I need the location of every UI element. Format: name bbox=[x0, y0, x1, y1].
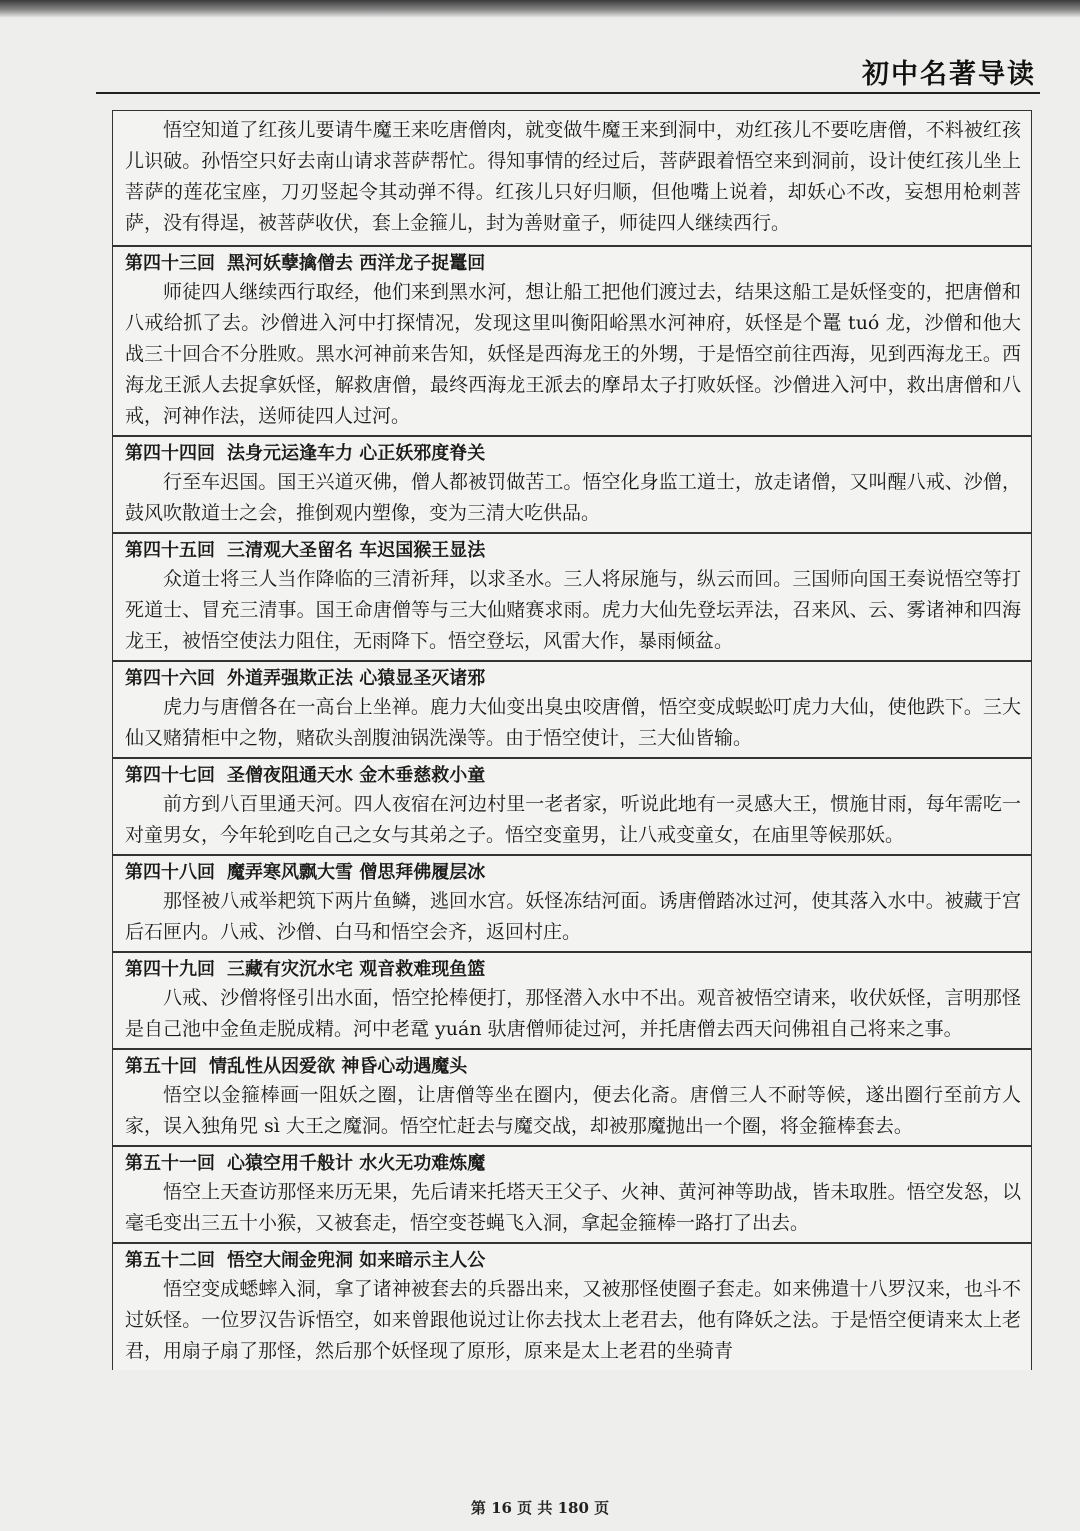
chapter-number: 第四十四回 bbox=[125, 443, 215, 464]
chapter-title: 悟空大闹金兜洞 如来暗示主人公 bbox=[227, 1250, 486, 1271]
chapter-summary: 众道士将三人当作降临的三清祈拜，以求圣水。三人将尿施与，纵云而回。三国师向国王奏说悟空等打死道士、冒充三清事。国王命唐僧等与三大仙赌赛求雨。虎力大仙先登坛弄法，召来风、云、雾诸神和四海龙王，被悟空使法力阻住，无雨降下。悟空登坛，风雷大作，暴雨倾盆。 bbox=[125, 568, 1021, 652]
chapter-section bbox=[113, 437, 1031, 534]
chapter-title: 魔弄寒风飘大雪 僧思拜佛履层冰 bbox=[227, 862, 486, 883]
chapter-section bbox=[113, 534, 1031, 662]
chapter-number: 第四十七回 bbox=[125, 765, 215, 786]
chapter-section bbox=[113, 1244, 1031, 1370]
chapter-number: 第四十六回 bbox=[125, 668, 215, 689]
header-title: 初中名著导读 bbox=[862, 59, 1036, 90]
chapter-number: 第四十九回 bbox=[125, 959, 215, 980]
chapter-summary: 前方到八百里通天河。四人夜宿在河边村里一老者家，听说此地有一灵感大王，惯施甘雨，每年需吃一对童男女，今年轮到吃自己之女与其弟之子。悟空变童男，让八戒变童女，在庙里等候那妖。 bbox=[125, 793, 1021, 846]
chapter-number: 第四十八回 bbox=[125, 862, 215, 883]
chapter-section bbox=[113, 1147, 1031, 1244]
chapter-title: 圣僧夜阻通天水 金木垂慈救小童 bbox=[227, 765, 486, 786]
intro-section bbox=[113, 111, 1031, 247]
chapter-summary: 悟空上天查访那怪来历无果，先后请来托塔天王父子、火神、黄河神等助战，皆未取胜。悟空发怒，以毫毛变出三五十小猴，又被套走，悟空变苍蝇飞入洞，拿起金箍棒一路打了出去。 bbox=[125, 1181, 1021, 1234]
chapter-heading bbox=[113, 1050, 1031, 1080]
chapter-title: 心猿空用千般计 水火无功难炼魔 bbox=[227, 1153, 486, 1174]
chapter-number: 第五十一回 bbox=[125, 1153, 215, 1174]
chapter-summary: 悟空变成蟋蟀入洞，拿了诸神被套去的兵器出来，又被那怪使圈子套走。如来佛遣十八罗汉来，也斗不过妖怪。一位罗汉告诉悟空，如来曾跟他说过让你去找太上老君去，他有降妖之法。于是悟空便请来太上老君，用扇子扇了那怪，然后那个妖怪现了原形，原来是太上老君的坐骑青 bbox=[125, 1278, 1021, 1362]
chapter-summary: 八戒、沙僧将怪引出水面，悟空抡棒便打，那怪潜入水中不出。观音被悟空请来，收伏妖怪，言明那怪是自己池中金鱼走脱成精。河中老鼋 yuán 驮唐僧师徒过河，并托唐僧去西天问佛祖自己将来之事。 bbox=[125, 987, 1021, 1040]
chapter-section bbox=[113, 856, 1031, 953]
intro-paragraph: 悟空知道了红孩儿要请牛魔王来吃唐僧肉，就变做牛魔王来到洞中，劝红孩儿不要吃唐僧，不料被红孩儿识破。孙悟空只好去南山请求菩萨帮忙。得知事情的经过后，菩萨跟着悟空来到洞前，设计使红孩儿坐上菩萨的莲花宝座，刀刃竖起令其动弹不得。红孩儿只好归顺，但他嘴上说着，却妖心不改，妄想用枪刺菩萨，没有得逞，被菩萨收伏，套上金箍儿，封为善财童子，师徒四人继续西行。 bbox=[125, 119, 1021, 234]
chapter-title: 黑河妖孽擒僧去 西洋龙子捉鼍回 bbox=[227, 253, 486, 274]
header-rule bbox=[96, 92, 1040, 94]
chapter-heading bbox=[113, 856, 1031, 886]
chapter-section bbox=[113, 1050, 1031, 1147]
chapter-summary: 虎力与唐僧各在一高台上坐禅。鹿力大仙变出臭虫咬唐僧，悟空变成蜈蚣叮虎力大仙，使他跌下。三大仙又赌猜柜中之物，赌砍头剖腹油锅洗澡等。由于悟空使计，三大仙皆输。 bbox=[125, 696, 1021, 749]
chapter-number: 第五十回 bbox=[125, 1056, 197, 1077]
chapter-heading bbox=[113, 247, 1031, 277]
page-top-shadow bbox=[0, 0, 1080, 18]
chapter-number: 第四十五回 bbox=[125, 540, 215, 561]
chapter-section bbox=[113, 759, 1031, 856]
chapter-title: 三藏有灾沉水宅 观音救难现鱼篮 bbox=[227, 959, 486, 980]
chapter-section bbox=[113, 247, 1031, 437]
chapter-summary: 行至车迟国。国王兴道灭佛，僧人都被罚做苦工。悟空化身监工道士，放走诸僧，又叫醒八戒、沙僧，鼓风吹散道士之会，推倒观内塑像，变为三清大吃供品。 bbox=[125, 471, 1021, 524]
chapter-title: 法身元运逢车力 心正妖邪度脊关 bbox=[227, 443, 486, 464]
chapter-section bbox=[113, 953, 1031, 1050]
page-number: 第 16 页 共 180 页 bbox=[470, 1499, 610, 1517]
chapter-heading bbox=[113, 1244, 1031, 1274]
chapter-heading bbox=[113, 953, 1031, 983]
chapter-title: 情乱性从因爱欲 神昏心动遇魔头 bbox=[209, 1056, 468, 1077]
chapter-list bbox=[113, 247, 1031, 1370]
chapter-title: 外道弄强欺正法 心猿显圣灭诸邪 bbox=[227, 668, 486, 689]
chapter-summary: 师徒四人继续西行取经，他们来到黑水河，想让船工把他们渡过去，结果这船工是妖怪变的，把唐僧和八戒给抓了去。沙僧进入河中打探情况，发现这里叫衡阳峪黑水河神府，妖怪是个鼍 tuó 龙，沙僧和他大战三十回合不分胜败。黑水河神前来告知，妖怪是西海龙王的外甥，于是悟空前往西海，见到西海龙王。西海龙王派人去捉拿妖怪，解救唐僧，最终西海龙王派去的摩昂太子打败妖怪。沙僧进入河中，救出唐僧和八戒，河神作法，送师徒四人过河。 bbox=[125, 281, 1021, 427]
chapter-number: 第四十三回 bbox=[125, 253, 215, 274]
chapter-table bbox=[112, 110, 1032, 1370]
chapter-title: 三清观大圣留名 车迟国猴王显法 bbox=[227, 540, 486, 561]
chapter-summary: 悟空以金箍棒画一阻妖之圈，让唐僧等坐在圈内，便去化斋。唐僧三人不耐等候，遂出圈行至前方人家，误入独角兕 sì 大王之魔洞。悟空忙赶去与魔交战，却被那魔抛出一个圈，将金箍棒套去。 bbox=[125, 1084, 1021, 1137]
chapter-heading bbox=[113, 759, 1031, 789]
chapter-heading bbox=[113, 534, 1031, 564]
chapter-heading bbox=[113, 662, 1031, 692]
chapter-number: 第五十二回 bbox=[125, 1250, 215, 1271]
chapter-section bbox=[113, 662, 1031, 759]
chapter-heading bbox=[113, 437, 1031, 467]
chapter-heading bbox=[113, 1147, 1031, 1177]
chapter-summary: 那怪被八戒举耙筑下两片鱼鳞，逃回水宫。妖怪冻结河面。诱唐僧踏冰过河，使其落入水中。被藏于宫后石匣内。八戒、沙僧、白马和悟空会齐，返回村庄。 bbox=[125, 890, 1021, 943]
